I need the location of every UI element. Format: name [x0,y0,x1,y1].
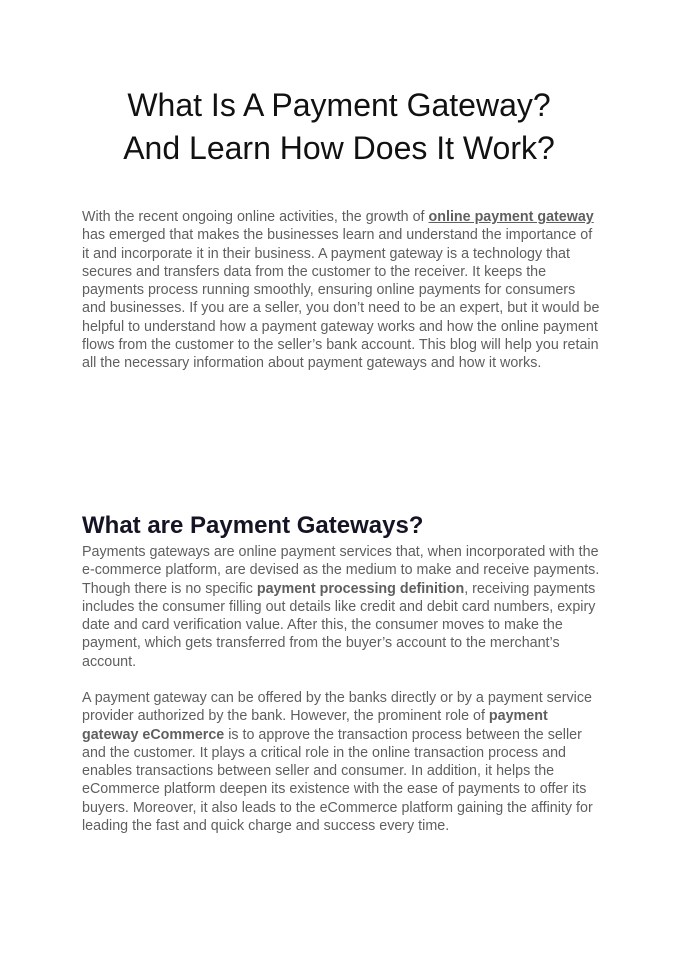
title-line-1: What Is A Payment Gateway? [127,87,551,123]
p2-text-start: A payment gateway can be offered by the banks directly or by a payment service provider authorized by the bank. However, the prominent role of [82,690,592,725]
intro-text-end: has emerged that makes the businesses learn and understand the importance of it and incorporate it in their business. A payment gateway is a technology that secures and transfers data from the customer to the receiver. It keeps the payments process running smoothly, ensuring online payments for consumers and businesses. If you are a seller, you don’t need to be an expert, but it would be helpful to understand how a payment gateway works and how the online payment flows from the customer to the seller’s bank account. This blog will help you retain all the necessary information about payment gateways and how it works. [82,227,600,372]
section-heading: What are Payment Gateways? [82,512,424,539]
p1-text-end: , receiving payments includes the consumer filling out details like credit and debit card numbers, expiry date and card verification value. After this, the consumer moves to make the payment, which gets transferred from the buyer’s account to the merchant’s account. [82,580,596,670]
p2-bold-term: payment gateway eCommerce [82,708,548,743]
title-line-2: And Learn How Does It Work? [123,130,555,166]
p1-text-start: Payments gateways are online payment services that, when incorporated with the e-commerce platform, are devised as the medium to make and receive payments. Though there is no specific [82,544,600,597]
p2-text-end: is to approve the transaction process between the seller and the customer. It plays a critical role in the online transaction process and enables transactions between seller and consumer. In addition, it helps the eCommerce platform deepen its existence with the ease of payments to offer its buyers. Moreover, it also leads to the eCommerce platform gaining the affinity for leading the fast and quick charge and success every time. [82,726,593,835]
page-title [40,84,638,170]
p1-bold-term: payment processing definition [256,580,465,597]
intro-paragraph [82,208,602,373]
online-payment-gateway-link[interactable]: online payment gateway [428,209,594,225]
section-paragraph-1 [82,543,602,671]
intro-text-start: With the recent ongoing online activities, the growth of [82,209,429,225]
section-paragraph-2 [82,689,602,835]
